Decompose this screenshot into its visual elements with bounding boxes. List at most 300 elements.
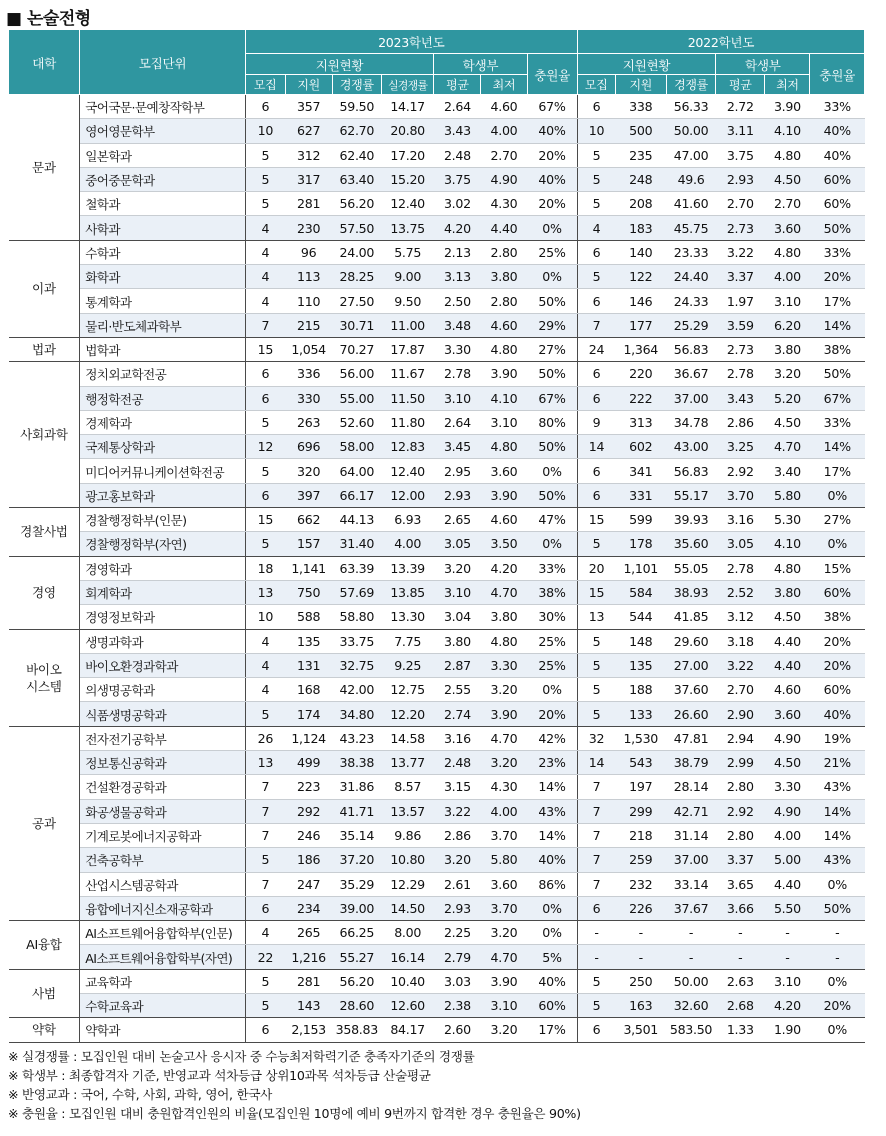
y2023-cell: 5 [245,192,285,216]
y2022-cell: 4.40 [765,629,810,653]
y2022-cell: 5 [577,702,615,726]
y2022-cell: 0% [810,1018,865,1042]
table-row [9,337,865,361]
y2023-cell: 32.75 [332,653,381,677]
y2023-cell: 4.60 [481,95,527,119]
y2023-cell: 10.80 [381,848,433,872]
table-row [9,921,865,945]
y2022-cell: 5 [577,192,615,216]
unit-cell: 수학과 [80,240,246,264]
y2022-cell: 37.60 [666,678,715,702]
y2023-cell: 1,124 [285,726,332,750]
unit-cell: 통계학과 [80,289,246,313]
y2023-cell: 5 [245,993,285,1017]
y2023-cell: 3.03 [434,969,481,993]
y2022-cell: 7 [577,775,615,799]
y2023-cell: 40% [527,969,577,993]
y2023-cell: 246 [285,823,332,847]
unit-cell: 경찰행정학부(인문) [80,508,246,532]
y2023-cell: 281 [285,192,332,216]
table-row [9,289,865,313]
y2023-cell: 10.40 [381,969,433,993]
y2023-cell: 20.80 [381,119,433,143]
y2023-cell: 58.80 [332,605,381,629]
y2022-cell: 40% [810,119,865,143]
table-row [9,775,865,799]
y2023-cell: 215 [285,313,332,337]
y2023-cell: 28.25 [332,265,381,289]
table-row [9,823,865,847]
y2022-cell: 178 [615,532,666,556]
y2023-cell: 2.86 [434,823,481,847]
y2023-cell: 10 [245,119,285,143]
y2022-cell: 5.20 [765,386,810,410]
y2022-cell: 3.80 [765,337,810,361]
y2022-cell: 2.73 [716,337,765,361]
table-row [9,410,865,434]
y2023-cell: 13.77 [381,751,433,775]
univ-cell: 공과 [9,726,80,920]
header-2023-average: 평균 [434,75,481,95]
y2022-cell: 2.90 [716,702,765,726]
y2023-cell: 157 [285,532,332,556]
y2022-cell: 2.94 [716,726,765,750]
y2022-cell: 5.30 [765,508,810,532]
y2023-cell: 265 [285,921,332,945]
y2022-cell: 0% [810,872,865,896]
y2022-cell: 3.70 [716,483,765,507]
y2023-cell: 2.70 [481,143,527,167]
y2023-cell: 15 [245,508,285,532]
y2022-cell: 50% [810,216,865,240]
y2023-cell: 3.10 [481,410,527,434]
y2023-cell: 263 [285,410,332,434]
unit-cell: 중어중문학과 [80,167,246,191]
y2023-cell: 12.83 [381,435,433,459]
y2022-cell: 4.80 [765,556,810,580]
y2023-cell: 336 [285,362,332,386]
y2023-cell: 14.17 [381,95,433,119]
y2023-cell: 31.40 [332,532,381,556]
y2023-cell: 8.57 [381,775,433,799]
y2022-cell: 5.00 [765,848,810,872]
admission-results-table [8,29,865,1043]
y2022-cell: 2.80 [716,823,765,847]
y2022-cell: 235 [615,143,666,167]
y2023-cell: 3.02 [434,192,481,216]
y2023-cell: 2.48 [434,751,481,775]
y2022-cell: 14% [810,313,865,337]
y2023-cell: 43.23 [332,726,381,750]
table-row [9,751,865,775]
y2023-cell: 3.15 [434,775,481,799]
y2022-cell: 50.00 [666,969,715,993]
header-2023-school-record: 학생부 [434,54,527,75]
unit-cell: 경영정보학과 [80,605,246,629]
y2023-cell: 2.64 [434,410,481,434]
y2023-cell: 64.00 [332,459,381,483]
y2023-cell: 317 [285,167,332,191]
y2022-cell: 42.71 [666,799,715,823]
unit-cell: 국어국문·문예창작학부 [80,95,246,119]
y2023-cell: 20% [527,192,577,216]
y2022-cell: 20% [810,629,865,653]
y2023-cell: 3.13 [434,265,481,289]
y2022-cell: 17% [810,459,865,483]
y2022-cell: 24 [577,337,615,361]
y2022-cell: 27% [810,508,865,532]
y2022-cell: 6 [577,483,615,507]
y2022-cell: 6 [577,459,615,483]
y2023-cell: 13 [245,580,285,604]
y2023-cell: 110 [285,289,332,313]
y2022-cell: 599 [615,508,666,532]
y2023-cell: 2.25 [434,921,481,945]
y2023-cell: 3.20 [481,678,527,702]
y2022-cell: 39.93 [666,508,715,532]
y2022-cell: 23.33 [666,240,715,264]
y2023-cell: 12.75 [381,678,433,702]
y2023-cell: 66.25 [332,921,381,945]
y2023-cell: 50% [527,289,577,313]
y2022-cell: 3.22 [716,653,765,677]
y2022-cell: - [810,945,865,969]
y2023-cell: 3.80 [434,629,481,653]
table-row [9,556,865,580]
table-row [9,580,865,604]
table-row [9,362,865,386]
y2022-cell: 2.52 [716,580,765,604]
y2022-cell: 5.80 [765,483,810,507]
y2023-cell: 40% [527,167,577,191]
y2023-cell: 57.50 [332,216,381,240]
y2023-cell: 3.10 [481,993,527,1017]
y2023-cell: 7.75 [381,629,433,653]
y2022-cell: 2.70 [716,678,765,702]
y2023-cell: 3.90 [481,702,527,726]
y2023-cell: 186 [285,848,332,872]
y2023-cell: 13.39 [381,556,433,580]
y2023-cell: 5 [245,848,285,872]
y2023-cell: 3.50 [481,532,527,556]
y2022-cell: 3.75 [716,143,765,167]
y2023-cell: 4.00 [481,119,527,143]
y2023-cell: 3.70 [481,823,527,847]
y2023-cell: 0% [527,265,577,289]
y2023-cell: 499 [285,751,332,775]
y2022-cell: 50.00 [666,119,715,143]
y2023-cell: 2.80 [481,240,527,264]
y2023-cell: 4.40 [481,216,527,240]
y2022-cell: 41.85 [666,605,715,629]
y2022-cell: 500 [615,119,666,143]
y2022-cell: 33% [810,95,865,119]
y2022-cell: 43.00 [666,435,715,459]
y2023-cell: 0% [527,459,577,483]
y2023-cell: 63.40 [332,167,381,191]
y2023-cell: 3.10 [434,386,481,410]
y2023-cell: 4.70 [481,726,527,750]
header-2023-recruit: 모집 [245,75,285,95]
y2023-cell: 627 [285,119,332,143]
y2023-cell: 40% [527,848,577,872]
y2022-cell: 60% [810,192,865,216]
y2022-cell: 56.83 [666,459,715,483]
y2022-cell: 40% [810,143,865,167]
univ-cell: 약학 [9,1018,80,1042]
y2022-cell: 14% [810,435,865,459]
y2023-cell: 4.30 [481,192,527,216]
y2022-cell: 0% [810,483,865,507]
y2023-cell: 43% [527,799,577,823]
y2023-cell: 6 [245,386,285,410]
y2023-cell: 29% [527,313,577,337]
y2022-cell: 9 [577,410,615,434]
table-row [9,605,865,629]
y2022-cell: 33% [810,410,865,434]
unit-cell: 국제통상학과 [80,435,246,459]
y2023-cell: 5.80 [481,848,527,872]
y2023-cell: 12.60 [381,993,433,1017]
y2023-cell: 662 [285,508,332,532]
y2023-cell: 4 [245,921,285,945]
y2022-cell: 2.78 [716,362,765,386]
y2022-cell: 4.70 [765,435,810,459]
y2023-cell: 4 [245,216,285,240]
unit-cell: 정치외교학전공 [80,362,246,386]
y2023-cell: 5 [245,410,285,434]
header-unit: 모집단위 [80,30,246,95]
y2023-cell: 2,153 [285,1018,332,1042]
y2022-cell: 140 [615,240,666,264]
unit-cell: 수학교육과 [80,993,246,1017]
footnote: ※ 반영교과 : 국어, 수학, 사회, 과학, 영어, 한국사 [8,1087,273,1102]
y2022-cell: - [716,945,765,969]
y2023-cell: 6 [245,362,285,386]
y2022-cell: 43% [810,775,865,799]
y2023-cell: 25% [527,240,577,264]
y2023-cell: 0% [527,896,577,920]
y2023-cell: 2.38 [434,993,481,1017]
y2022-cell: 602 [615,435,666,459]
y2022-cell: 3.20 [765,362,810,386]
y2023-cell: 7 [245,823,285,847]
y2022-cell: 2.70 [765,192,810,216]
table-row [9,167,865,191]
y2023-cell: 7 [245,775,285,799]
y2023-cell: 0% [527,678,577,702]
header-2022-average: 평균 [716,75,765,95]
y2023-cell: 63.39 [332,556,381,580]
y2023-cell: 330 [285,386,332,410]
y2023-cell: 5 [245,459,285,483]
y2022-cell: 148 [615,629,666,653]
y2022-cell: 4.40 [765,872,810,896]
y2022-cell: - [716,921,765,945]
y2023-cell: 0% [527,921,577,945]
y2023-cell: 15.20 [381,167,433,191]
y2022-cell: 4.80 [765,143,810,167]
y2023-cell: 86% [527,872,577,896]
y2023-cell: 2.95 [434,459,481,483]
univ-cell: 경영 [9,556,80,629]
y2022-cell: 14 [577,435,615,459]
y2022-cell: 37.00 [666,386,715,410]
y2023-cell: 15 [245,337,285,361]
table-row [9,896,865,920]
y2023-cell: 2.61 [434,872,481,896]
y2022-cell: 197 [615,775,666,799]
y2022-cell: 15% [810,556,865,580]
y2023-cell: 20% [527,702,577,726]
table-row [9,386,865,410]
y2022-cell: 3.22 [716,240,765,264]
y2023-cell: 23% [527,751,577,775]
y2023-cell: 13.30 [381,605,433,629]
y2022-cell: 3.10 [765,289,810,313]
header-2023-apply-status: 지원현황 [245,54,434,75]
y2022-cell: 3.25 [716,435,765,459]
y2022-cell: 2.86 [716,410,765,434]
y2023-cell: 4.10 [481,386,527,410]
y2023-cell: 696 [285,435,332,459]
unit-cell: 미디어커뮤니케이션학전공 [80,459,246,483]
y2022-cell: 21% [810,751,865,775]
unit-cell: 행정학전공 [80,386,246,410]
unit-cell: 건설환경공학과 [80,775,246,799]
y2023-cell: 12.40 [381,192,433,216]
y2023-cell: 25% [527,653,577,677]
y2022-cell: 28.14 [666,775,715,799]
y2023-cell: 11.50 [381,386,433,410]
y2023-cell: 38.38 [332,751,381,775]
y2023-cell: 234 [285,896,332,920]
y2023-cell: 6 [245,483,285,507]
y2023-cell: 320 [285,459,332,483]
y2023-cell: 5% [527,945,577,969]
table-row [9,483,865,507]
y2023-cell: 113 [285,265,332,289]
y2023-cell: 4.70 [481,580,527,604]
table-row [9,993,865,1017]
y2022-cell: 250 [615,969,666,993]
y2022-cell: 38% [810,337,865,361]
header-2023-competition: 경쟁률 [332,75,381,95]
y2022-cell: 2.99 [716,751,765,775]
y2022-cell: 7 [577,872,615,896]
y2023-cell: 135 [285,629,332,653]
y2022-cell: 1,530 [615,726,666,750]
y2023-cell: 39.00 [332,896,381,920]
y2023-cell: 4 [245,289,285,313]
y2022-cell: 17% [810,289,865,313]
y2022-cell: 43% [810,848,865,872]
unit-cell: 일본학과 [80,143,246,167]
y2022-cell: 26.60 [666,702,715,726]
y2023-cell: 5 [245,702,285,726]
y2022-cell: 313 [615,410,666,434]
y2023-cell: 5 [245,143,285,167]
table-header [9,30,865,95]
y2022-cell: 34.78 [666,410,715,434]
y2023-cell: 3.04 [434,605,481,629]
y2022-cell: 60% [810,678,865,702]
header-2022-applicants: 지원 [615,75,666,95]
unit-cell: 전자전기공학부 [80,726,246,750]
y2022-cell: 163 [615,993,666,1017]
y2022-cell: 0% [810,969,865,993]
y2022-cell: 4.50 [765,605,810,629]
y2023-cell: 56.00 [332,362,381,386]
y2023-cell: 281 [285,969,332,993]
y2022-cell: 40% [810,702,865,726]
y2023-cell: 11.80 [381,410,433,434]
header-2022-apply-status: 지원현황 [577,54,715,75]
y2022-cell: 5 [577,143,615,167]
univ-cell: 사범 [9,969,80,1018]
y2022-cell: 338 [615,95,666,119]
y2023-cell: 57.69 [332,580,381,604]
unit-cell: 회계학과 [80,580,246,604]
y2022-cell: 35.60 [666,532,715,556]
table-row [9,629,865,653]
y2022-cell: 33.14 [666,872,715,896]
y2022-cell: 5 [577,629,615,653]
y2022-cell: 3,501 [615,1018,666,1042]
y2023-cell: 33.75 [332,629,381,653]
y2022-cell: 7 [577,848,615,872]
y2022-cell: 122 [615,265,666,289]
unit-cell: 사학과 [80,216,246,240]
header-2022-competition: 경쟁률 [666,75,715,95]
y2022-cell: 183 [615,216,666,240]
y2022-cell: 6.20 [765,313,810,337]
y2022-cell: 3.43 [716,386,765,410]
y2022-cell: 2.80 [716,775,765,799]
y2023-cell: 66.17 [332,483,381,507]
y2023-cell: 6 [245,896,285,920]
unit-cell: 화학과 [80,265,246,289]
y2023-cell: 2.79 [434,945,481,969]
y2022-cell: 19% [810,726,865,750]
y2023-cell: 13 [245,751,285,775]
y2022-cell: 4.00 [765,265,810,289]
y2022-cell: 14% [810,799,865,823]
y2022-cell: 3.37 [716,848,765,872]
unit-cell: 영어영문학부 [80,119,246,143]
y2022-cell: 24.40 [666,265,715,289]
y2023-cell: 17% [527,1018,577,1042]
y2022-cell: 29.60 [666,629,715,653]
unit-cell: 법학과 [80,337,246,361]
y2023-cell: 3.20 [481,751,527,775]
table-row [9,799,865,823]
header-univ: 대학 [9,30,80,95]
y2022-cell: 544 [615,605,666,629]
y2023-cell: 4.20 [434,216,481,240]
y2022-cell: 3.18 [716,629,765,653]
table-row [9,240,865,264]
y2022-cell: 47.00 [666,143,715,167]
y2022-cell: 2.72 [716,95,765,119]
y2022-cell: 6 [577,362,615,386]
table-row [9,265,865,289]
y2022-cell: 15 [577,580,615,604]
y2023-cell: 8.00 [381,921,433,945]
y2023-cell: 4.60 [481,508,527,532]
y2023-cell: 4.80 [481,337,527,361]
y2023-cell: 17.87 [381,337,433,361]
